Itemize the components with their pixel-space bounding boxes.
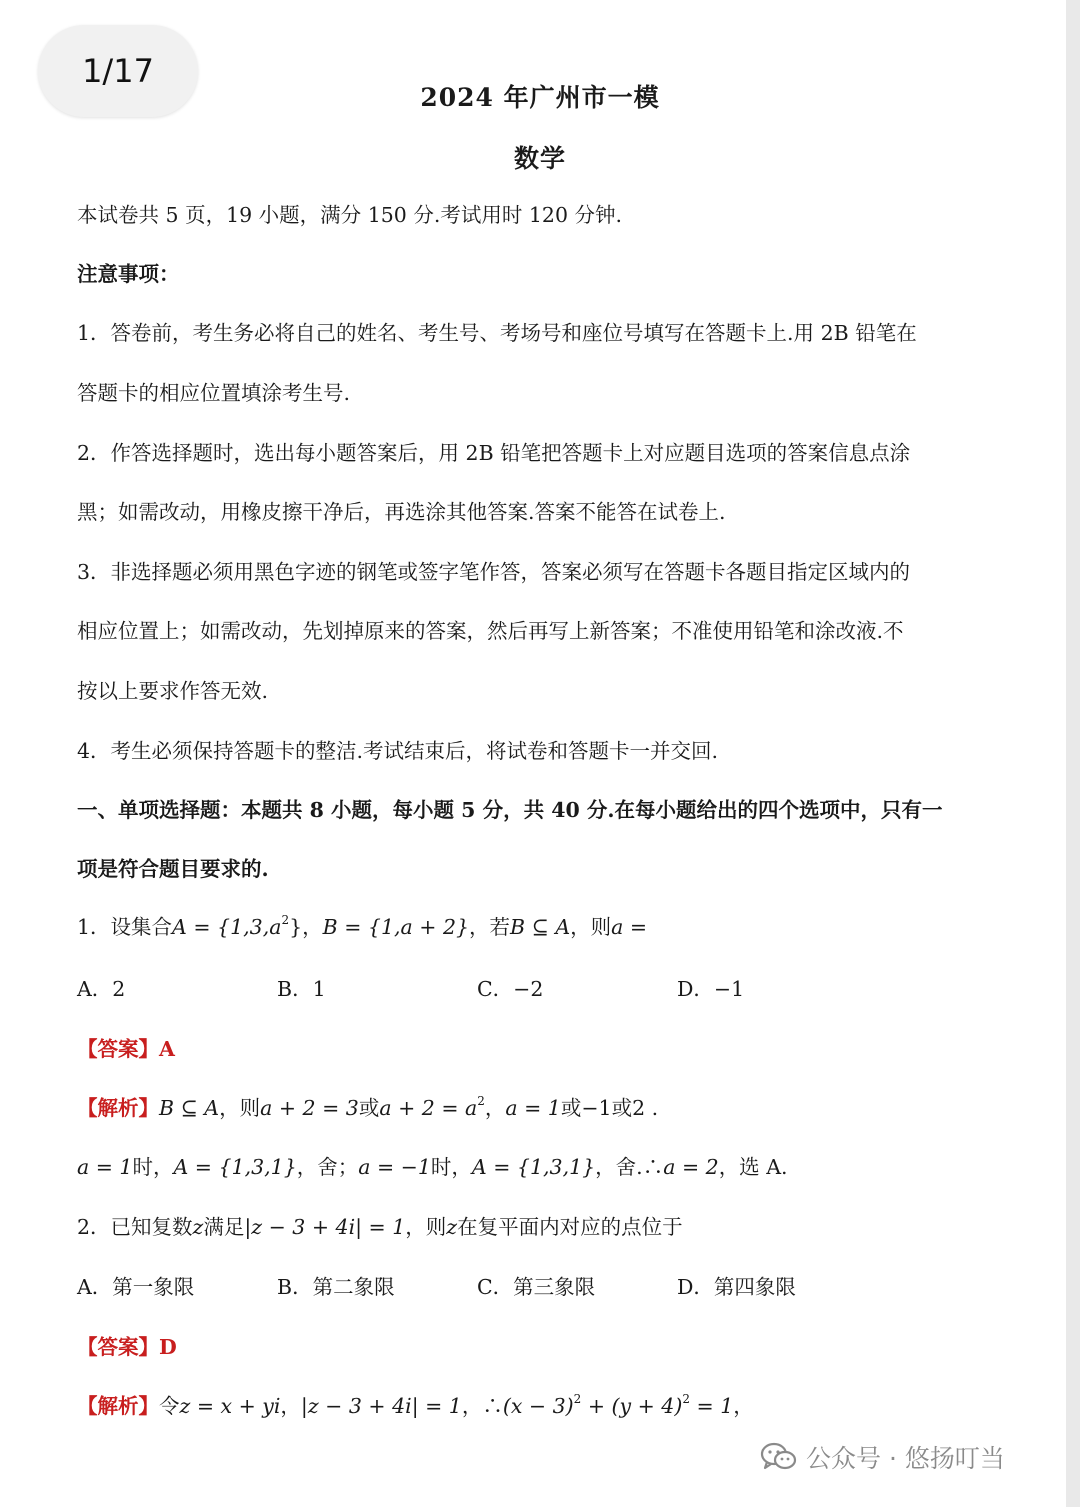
- section-heading: 一、单项选择题：本题共 8 小题，每小题 5 分，共 40 分.在每小题给出的四个选项中，只有一: [77, 798, 943, 822]
- notice-line: 相应位置上；如需改动，先划掉原来的答案，然后再写上新答案；不准使用铅笔和涂改液.不: [77, 619, 904, 643]
- q2-option-a: A．第一象限: [77, 1275, 195, 1299]
- section-heading-cont: 项是符合题目要求的.: [77, 857, 269, 881]
- question-1: 1．设集合$A = \{1,3,a^2\}$，B = {1,a + 2}，若B ⊆ A，则a =: [77, 913, 648, 939]
- page-counter: 1/17: [38, 25, 198, 117]
- exam-subject: 数学: [513, 144, 566, 173]
- notice-line: 答题卡的相应位置填涂考生号.: [77, 381, 351, 405]
- q1-analysis: 【解析】B ⊆ A，则a + 2 = 3或$a + 2 = a^2$，a = 1或−1或2 .: [77, 1094, 659, 1120]
- q2-option-c: C．第三象限: [477, 1275, 596, 1299]
- q2-option-d: D．第四象限: [677, 1275, 796, 1299]
- q2-option-b: B．第二象限: [277, 1275, 395, 1299]
- exam-intro: 本试卷共 5 页，19 小题，满分 150 分.考试用时 120 分钟.: [77, 203, 623, 227]
- q2-analysis: 【解析】令z = x + yi，|z − 3 + 4i| = 1，∴(x − $3)^2 + (y + 4)^2 = 1$，: [77, 1392, 754, 1418]
- notice-heading: 注意事项：: [77, 262, 180, 286]
- q1-analysis-cont: a = 1时，A = {1,3,1}，舍；a = −1时，A = {1,3,1}，舍.∴a = 2，选 A.: [77, 1155, 788, 1179]
- notice-line: 2．作答选择题时，选出每小题答案后，用 2B 铅笔把答题卡上对应题目选项的答案信息点涂: [77, 441, 911, 465]
- wechat-icon: [760, 1441, 798, 1473]
- watermark-text: 公众号 · 悠扬叮当: [806, 1444, 1005, 1473]
- q1-option-d: D．−1: [677, 977, 745, 1001]
- q2-answer: 【答案】D: [77, 1335, 177, 1359]
- watermark: [760, 1437, 1005, 1477]
- q1-option-c: C．−2: [477, 977, 544, 1001]
- notice-line: 按以上要求作答无效.: [77, 679, 269, 703]
- q1-option-a: A．2: [77, 977, 126, 1001]
- notice-line: 4．考生必须保持答题卡的整洁.考试结束后，将试卷和答题卡一并交回.: [77, 739, 719, 763]
- notice-line: 黑；如需改动，用橡皮擦干净后，再选涂其他答案.答案不能答在试卷上.: [77, 500, 726, 524]
- notice-line: 1．答卷前，考生务必将自己的姓名、考生号、考场号和座位号填写在答题卡上.用 2B 铅笔在: [77, 321, 917, 345]
- exam-title: 2024 年广州市一模: [420, 83, 660, 112]
- question-2: 2．已知复数z满足|z − 3 + 4i| = 1，则z在复平面内对应的点位于: [77, 1215, 683, 1239]
- q1-answer: 【答案】A: [77, 1037, 175, 1061]
- notice-line: 3．非选择题必须用黑色字迹的钢笔或签字笔作答，答案必须写在答题卡各题目指定区域内的: [77, 560, 911, 584]
- q1-option-b: B．1: [277, 977, 326, 1001]
